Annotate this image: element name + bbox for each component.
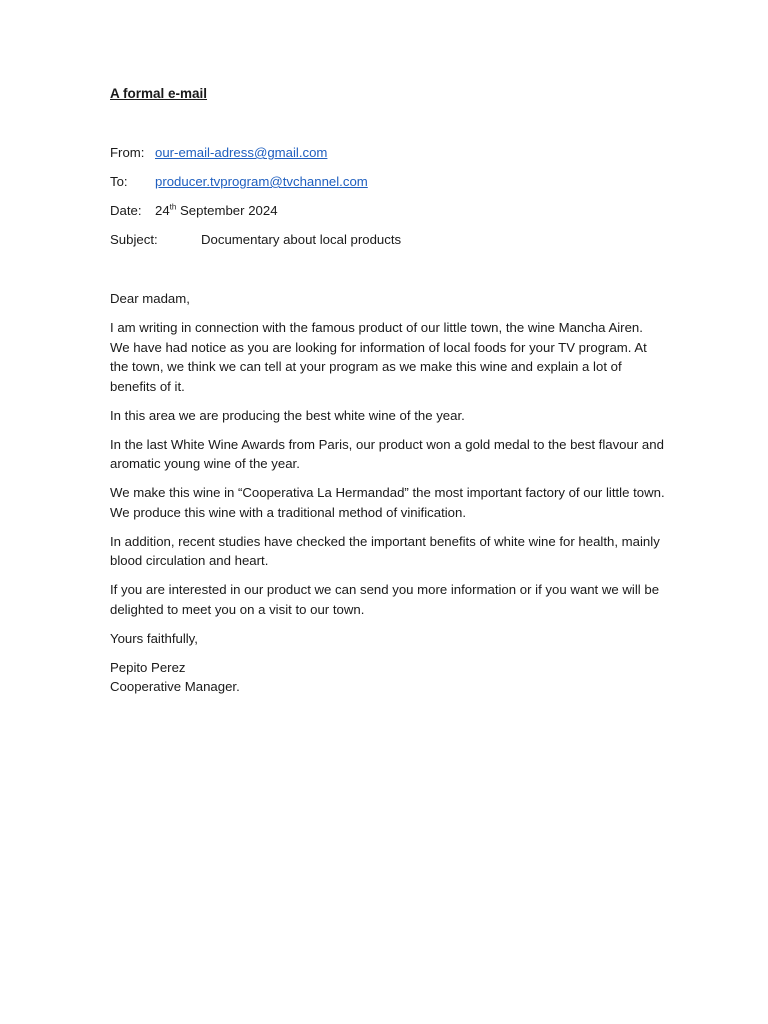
letter-body xyxy=(110,289,666,697)
from-email-link[interactable]: our-email-adress@gmail.com xyxy=(155,145,328,160)
paragraph-cooperative: We make this wine in “Cooperativa La Hermandad” the most important factory of our little town. We produce this wine with a traditional method of vinification. xyxy=(110,485,665,520)
closing: Yours faithfully, xyxy=(110,630,198,646)
signature-name: Pepito Perez xyxy=(110,659,186,675)
paragraph-best-wine: In this area we are producing the best white wine of the year. xyxy=(110,407,465,423)
subject-value: Documentary about local products xyxy=(201,232,402,247)
date-line xyxy=(110,203,278,218)
document-page xyxy=(110,0,670,1024)
signature xyxy=(110,658,666,697)
date-rest: September 2024 xyxy=(180,203,278,218)
from-label: From: xyxy=(110,145,145,160)
to-line xyxy=(110,174,368,189)
to-email-link[interactable]: producer.tvprogram@tvchannel.com xyxy=(155,174,368,189)
salutation: Dear madam, xyxy=(110,291,190,306)
subject-label: Subject: xyxy=(110,232,158,247)
subject-line xyxy=(110,232,401,247)
signature-title: Cooperative Manager. xyxy=(110,679,240,694)
date-suffix: th xyxy=(169,202,177,212)
paragraph-offer: If you are interested in our product we can send you more information or if you want we will be delighted to meet you on a visit to our town. xyxy=(110,582,660,617)
date-day: 24 xyxy=(155,203,170,218)
paragraph-awards: In the last White Wine Awards from Paris, our product won a gold medal to the best flavour and aromatic young wine of the year. xyxy=(110,436,664,471)
date-label: Date: xyxy=(110,203,142,218)
to-label: To: xyxy=(110,174,128,189)
paragraph-intro: I am writing in connection with the famous product of our little town, the wine Mancha Airen. We have had notice as you are looking for information of local foods for your TV program. At the town, we think we can tell at your program as we make this wine and explain a lot of benefits of it. xyxy=(110,320,647,394)
document-title: A formal e-mail xyxy=(110,86,208,101)
paragraph-health: In addition, recent studies have checked the important benefits of white wine for health, mainly blood circulation and heart. xyxy=(110,533,660,568)
from-line xyxy=(110,145,327,160)
